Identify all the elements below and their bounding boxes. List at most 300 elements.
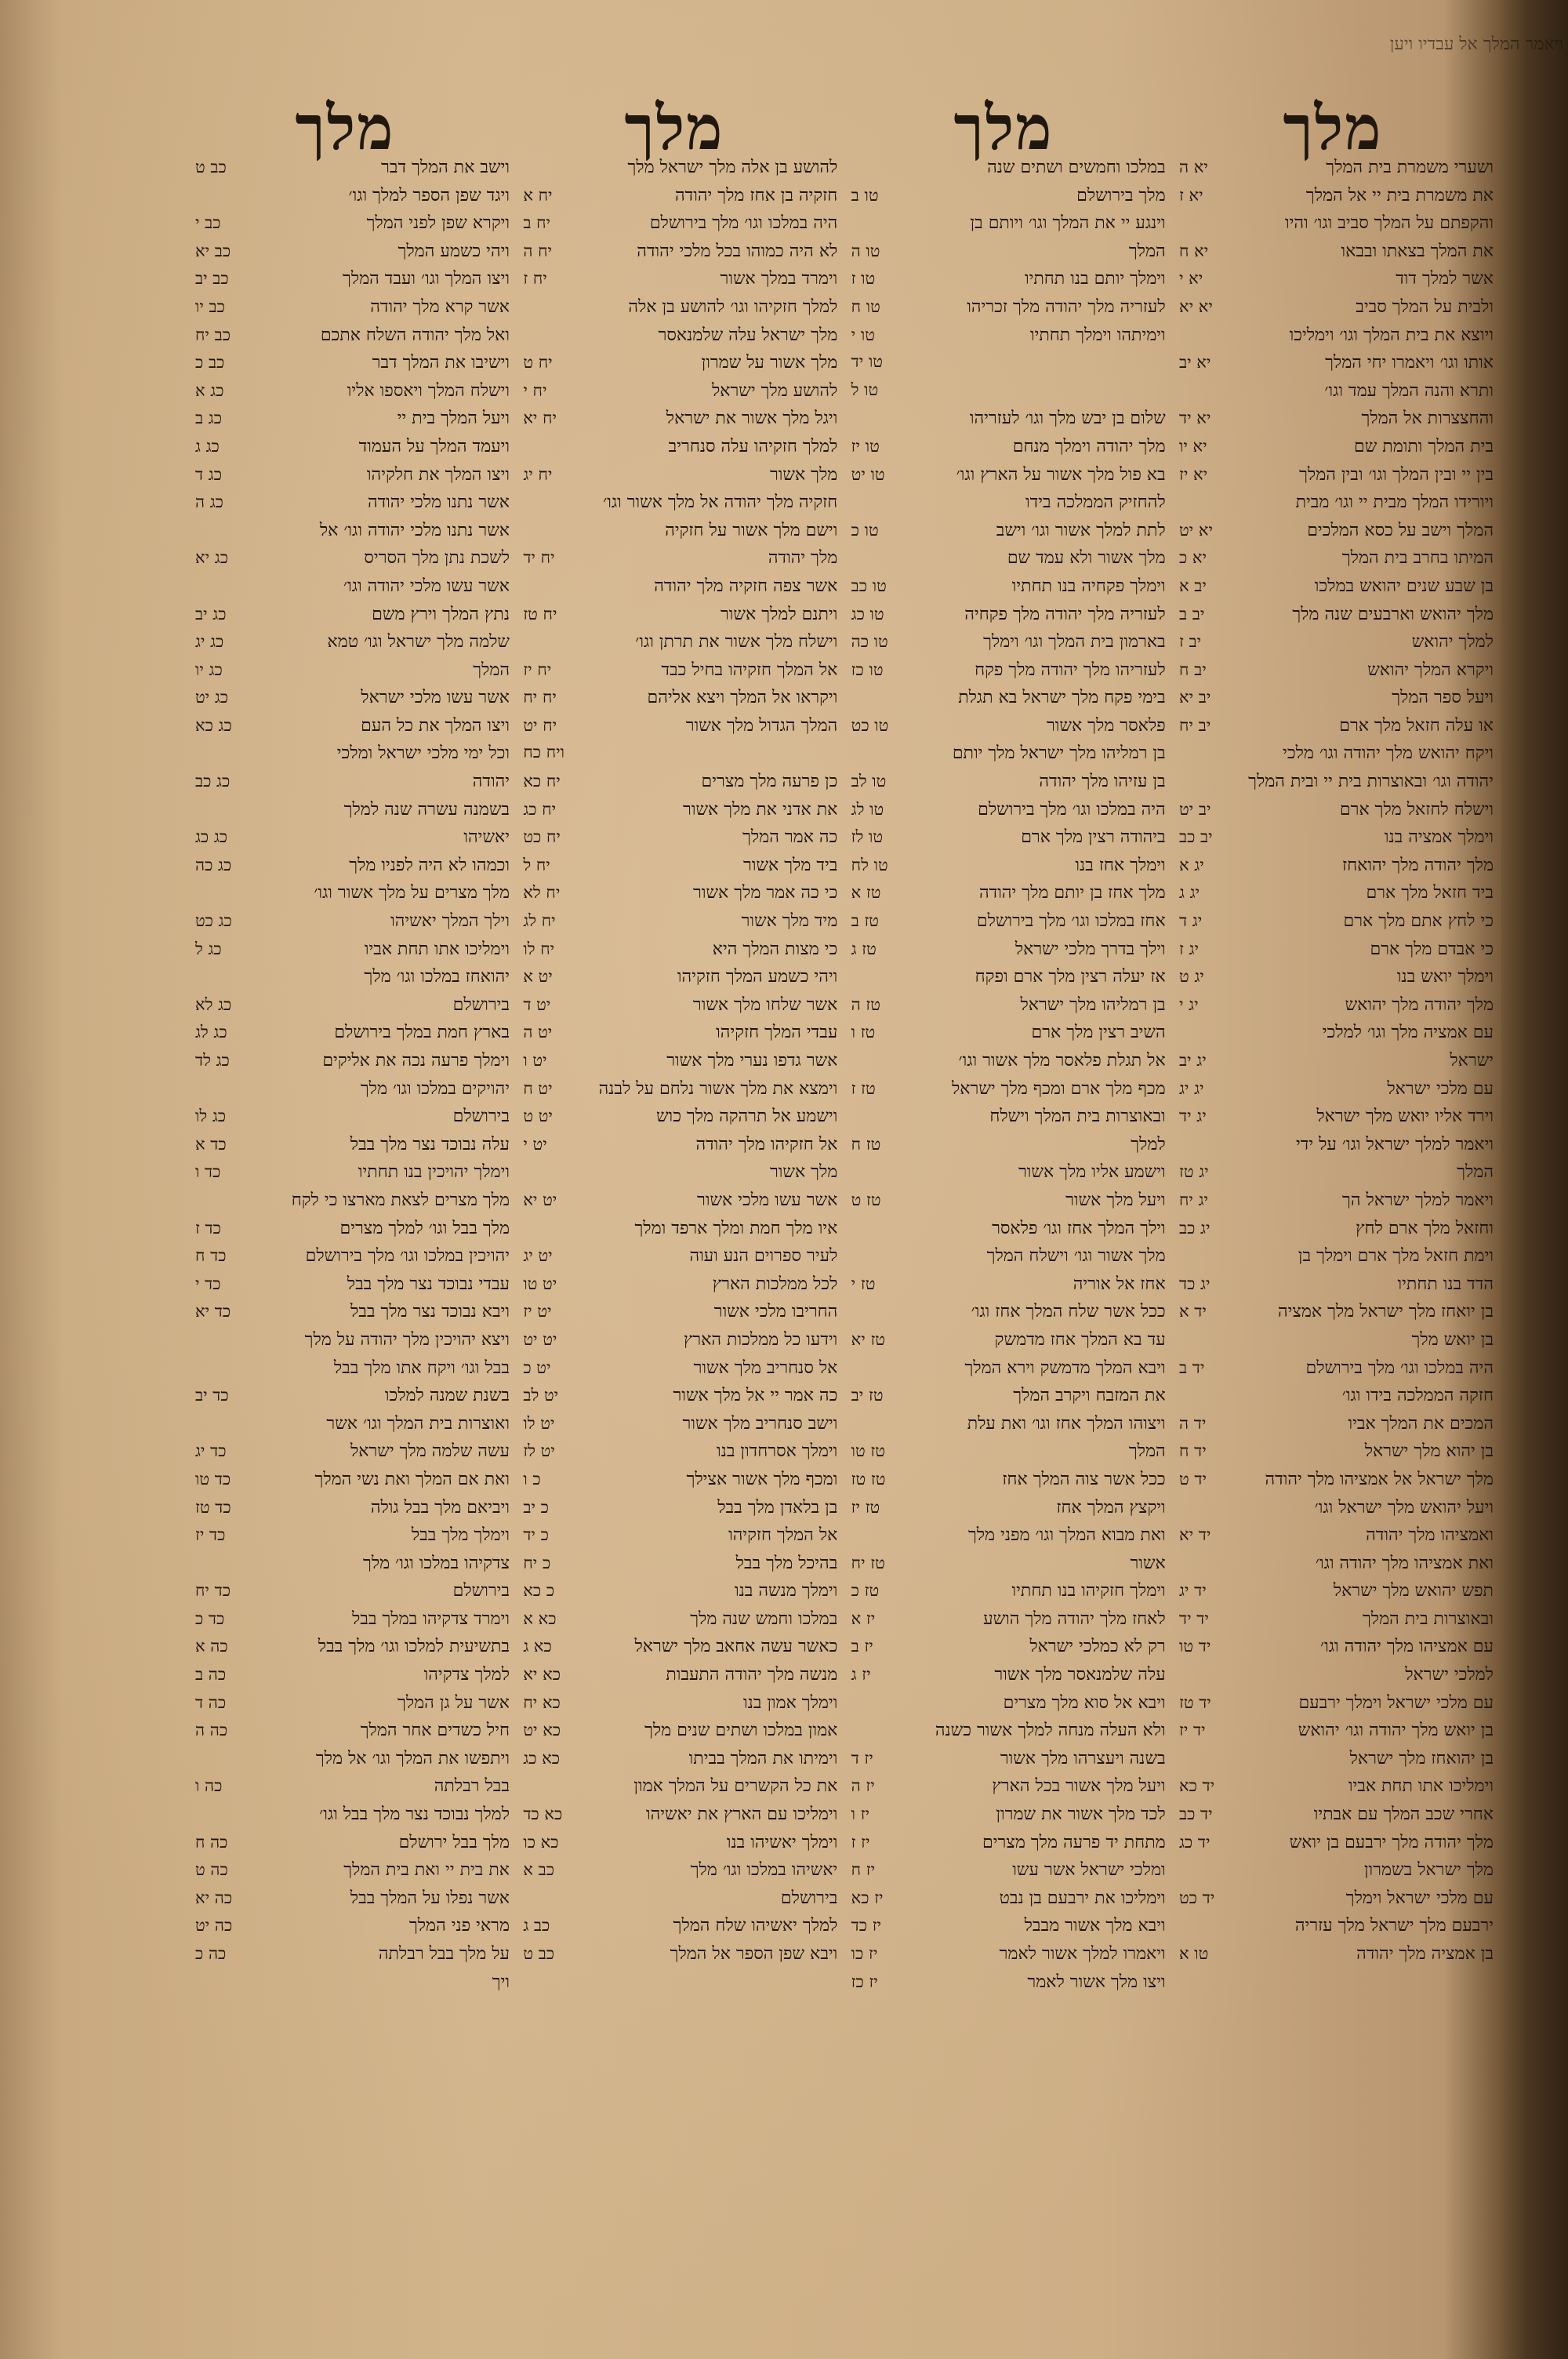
entry-reference: יח יט	[523, 715, 557, 735]
concordance-entry	[520, 1245, 837, 1274]
concordance-entry	[192, 1636, 510, 1664]
entry-reference: יג ג	[1178, 883, 1200, 903]
entry-reference: יח יז	[523, 660, 552, 679]
entry-text: היה במלכו וגו׳ מלך בירושלם	[978, 799, 1166, 820]
entry-text: מלך ישראל בשמרון	[1363, 1860, 1494, 1881]
entry-reference: כא יח	[523, 1692, 561, 1712]
entry-text: ובאוצרות בית המלך וישלח	[989, 1107, 1166, 1127]
entry-reference: טו לח	[851, 855, 888, 874]
entry-text: ויבא שפן הספר אל המלך	[670, 1944, 838, 1964]
entry-text: בירושלם	[780, 1888, 838, 1908]
entry-reference: יט טו	[523, 1274, 557, 1293]
entry-reference: טז יז	[851, 1497, 880, 1517]
concordance-entry	[848, 1274, 1166, 1302]
entry-reference: יח א	[523, 185, 553, 205]
entry-reference: יד ח	[1178, 1441, 1207, 1461]
entry-reference: טו לג	[851, 799, 884, 819]
entry-reference: כב יב	[195, 269, 229, 289]
entry-text: ויעמד המלך על העמוד	[358, 436, 510, 456]
entry-text: תפש יהואש מלך ישראל	[1333, 1581, 1494, 1601]
concordance-entry	[848, 1888, 1166, 1916]
entry-text: לעזריהו מלך יהודה מלך פקח	[975, 660, 1166, 680]
entry-text: בן אמציה מלך יהודה	[1356, 1944, 1494, 1964]
entry-text: אשר עשו מלכי יהודה וגו׳	[343, 576, 510, 596]
entry-text: וימלך מלך בבל	[411, 1525, 510, 1546]
concordance-entry	[520, 436, 837, 464]
entry-text: ביד מלך אשור	[743, 855, 838, 875]
entry-text: אל המלך חזקיהו	[728, 1525, 838, 1546]
entry-reference: כ יח	[523, 1553, 551, 1572]
entry-reference: כ כא	[523, 1581, 555, 1601]
entry-reference: כג כט	[195, 911, 232, 931]
entry-text: וירד אליו יואש מלך ישראל	[1316, 1107, 1494, 1127]
entry-text: וימליכו אתו תחת אביו	[364, 939, 510, 959]
entry-reference: יז ד	[851, 1748, 873, 1768]
concordance-entry	[848, 799, 1166, 827]
entry-text: מלך בירושלם	[1076, 185, 1166, 205]
concordance-entry	[848, 1720, 1166, 1748]
entry-reference: כג ג	[195, 436, 220, 456]
concordance-entry	[520, 464, 837, 493]
entry-text: ויעל יהואש מלך ישראל וגו׳	[1314, 1497, 1494, 1518]
entry-reference: כב ט	[523, 1944, 555, 1963]
entry-text: להושע בן אלה מלך ישראל מלך	[627, 158, 838, 177]
entry-reference: יג ד	[1178, 911, 1203, 931]
entry-reference: יח כא	[523, 772, 561, 791]
entry-text: מלך יהודה	[768, 548, 838, 569]
entry-text: למלך חזקיהו וגו׳ להושע בן אלה	[628, 296, 838, 317]
concordance-entry	[192, 1329, 510, 1358]
concordance-entry	[192, 520, 510, 548]
concordance-entry	[192, 1832, 510, 1860]
concordance-entry	[1176, 1106, 1494, 1134]
entry-text: וישמע אל תרהקה מלך כוש	[655, 1107, 838, 1127]
entry-reference: כב ג	[523, 1916, 550, 1936]
entry-text: אשור	[1130, 1553, 1166, 1573]
entry-reference: יח יא	[523, 409, 557, 428]
entry-reference: יג א	[1178, 855, 1204, 874]
concordance-entry	[192, 771, 510, 799]
entry-reference: כד יא	[195, 1302, 231, 1321]
column-4	[192, 157, 510, 2290]
concordance-entry	[848, 966, 1166, 994]
concordance-entry	[192, 296, 510, 325]
concordance-entry	[848, 213, 1166, 241]
entry-reference: כג לג	[195, 1023, 227, 1042]
entry-reference: יח ל	[523, 855, 550, 874]
entry-text: ולבית על המלך סביב	[1356, 296, 1494, 317]
concordance-entry	[192, 604, 510, 632]
concordance-entry	[192, 1859, 510, 1888]
entry-text: וימליכו עם הארץ את יאשיהו	[645, 1805, 838, 1825]
entry-reference: יג יד	[1178, 1107, 1207, 1126]
concordance-entry	[1176, 576, 1494, 604]
concordance-entry	[520, 1218, 837, 1246]
concordance-entry	[848, 827, 1166, 855]
entry-reference: טז יא	[851, 1329, 885, 1349]
entry-text: המכים את המלך אביו	[1348, 1413, 1494, 1434]
concordance-entry	[192, 715, 510, 743]
entry-reference: יב ז	[1178, 632, 1202, 652]
entry-reference: טז ח	[851, 1134, 881, 1154]
concordance-entry	[192, 1385, 510, 1413]
entry-reference: טו יד	[851, 352, 883, 372]
entry-text: וחזאל מלך ארם לחץ	[1356, 1218, 1494, 1238]
concordance-entry	[192, 1497, 510, 1525]
entry-reference: כג יב	[195, 604, 227, 623]
entry-text: לכד מלך אשור את שמרון	[996, 1805, 1166, 1825]
concordance-entry	[192, 1022, 510, 1050]
entry-reference: כג כב	[195, 772, 230, 791]
concordance-entry	[848, 408, 1166, 436]
concordance-entry	[192, 1161, 510, 1190]
entry-text: אחז אל אוריה	[1073, 1274, 1166, 1294]
entry-text: החריבו מלכי אשור	[713, 1302, 838, 1322]
entry-reference: כב כ	[195, 353, 225, 373]
entry-text: או עלה חזאל מלך ארם	[1339, 715, 1494, 736]
entry-text: בשמנה עשרה שנה למלך	[343, 799, 510, 820]
concordance-entry	[1176, 1832, 1494, 1860]
entry-reference: יד ה	[1178, 1413, 1207, 1433]
concordance-entry	[192, 743, 510, 771]
concordance-entry	[520, 827, 837, 855]
concordance-entry	[1176, 1608, 1494, 1637]
entry-text: לא היה כמוהו בכל מלכי יהודה	[637, 241, 838, 261]
entry-text: את המלך בצאתו ובבאו	[1341, 241, 1494, 261]
concordance-entry	[848, 1245, 1166, 1274]
entry-reference: יט לו	[523, 1413, 555, 1433]
concordance-entry	[192, 1469, 510, 1497]
concordance-entry	[848, 1748, 1166, 1776]
concordance-entry	[1176, 1859, 1494, 1888]
column-2	[848, 157, 1166, 2290]
entry-text: מלך אשור ולא עמד שם	[1007, 548, 1166, 569]
entry-text: מלך יהודה מלך יהואחז	[1342, 855, 1494, 875]
entry-text: מתחת יד פרעה מלך מצרים	[982, 1832, 1166, 1852]
entry-text: המלך	[1128, 241, 1166, 261]
concordance-entry	[1176, 296, 1494, 325]
entry-text: אשר על גן המלך	[397, 1692, 510, 1713]
entry-text: וישב את המלך דבר	[381, 158, 510, 177]
concordance-entry	[848, 1859, 1166, 1888]
concordance-entry	[1176, 547, 1494, 576]
concordance-entry	[1176, 380, 1494, 409]
entry-reference: יג ז	[1178, 939, 1199, 958]
concordance-entry	[520, 213, 837, 241]
concordance-entry	[1176, 1385, 1494, 1413]
concordance-entry	[520, 157, 837, 185]
concordance-entry	[520, 939, 837, 967]
concordance-entry	[520, 715, 837, 743]
concordance-entry	[520, 1664, 837, 1692]
entry-reference: כד כ	[195, 1608, 225, 1628]
concordance-entry	[520, 631, 837, 660]
concordance-entry	[192, 660, 510, 688]
concordance-entry	[1176, 520, 1494, 548]
entry-text: ויבא נבוכד נצר מלך בבל	[350, 1302, 510, 1322]
entry-reference: טז טז	[851, 1469, 886, 1488]
concordance-entry	[520, 994, 837, 1023]
concordance-entry	[1176, 1301, 1494, 1329]
entry-reference: כד ו	[195, 1162, 221, 1182]
entry-text: בן שבע שנים יהואש במלכו	[1314, 576, 1494, 596]
entry-text: אשר גדפו נערי מלך אשור	[666, 1051, 838, 1070]
entry-text: ויוצא את בית המלך וגו׳ וימליכו	[1289, 325, 1494, 345]
concordance-entry	[848, 994, 1166, 1023]
entry-text: רק לא כמלכי ישראל	[1029, 1637, 1166, 1657]
concordance-entry	[520, 1078, 837, 1107]
concordance-entry	[520, 1385, 837, 1413]
entry-text: ויהי כשמע המלך חזקיהו	[677, 967, 838, 987]
concordance-entry	[520, 1022, 837, 1050]
entry-text: אל תגלת פלאסר מלך אשור וגו׳	[958, 1051, 1166, 1070]
entry-text: וכל ימי מלכי ישראל ומלכי	[336, 743, 510, 764]
concordance-entry	[1176, 1804, 1494, 1832]
concordance-entry	[192, 1218, 510, 1246]
concordance-entry	[848, 1636, 1166, 1664]
concordance-entry	[1176, 966, 1494, 994]
entry-text: חזקה הממלכה בידו וגו׳	[1341, 1386, 1494, 1406]
concordance-entry	[1176, 1358, 1494, 1386]
entry-reference: כב ט	[195, 158, 227, 176]
concordance-entry	[192, 799, 510, 827]
concordance-entry	[1176, 492, 1494, 520]
entry-reference: כה ו	[195, 1776, 223, 1796]
entry-text: בבל רבלתה	[434, 1776, 510, 1797]
entry-reference: כב י	[195, 213, 221, 233]
concordance-entry	[848, 1161, 1166, 1190]
entry-reference: יח י	[523, 380, 547, 400]
concordance-entry	[1176, 185, 1494, 213]
concordance-entry	[520, 1274, 837, 1302]
entry-reference: יא ה	[1178, 158, 1208, 176]
entry-text: מלך אחז בן יותם מלך יהודה	[979, 883, 1166, 903]
entry-reference: יח כג	[523, 799, 557, 819]
entry-text: ויעל המלך בית יי	[397, 409, 510, 429]
entry-reference: כד ח	[195, 1246, 227, 1266]
entry-text: וימרד במלך אשור	[720, 269, 838, 289]
entry-reference: יג יג	[1178, 1078, 1204, 1098]
concordance-entry	[192, 1664, 510, 1692]
concordance-entry	[1176, 352, 1494, 380]
entry-text: וישמע אליו מלך אשור	[1018, 1162, 1166, 1183]
entry-reference: יח לג	[523, 911, 556, 931]
concordance-entry	[1176, 855, 1494, 883]
entry-text: הדד בנו תחתיו	[1397, 1274, 1494, 1294]
entry-text: למלך חזקיהו עלה סנחריב	[668, 436, 838, 456]
entry-text: למלך צדקיהו	[423, 1665, 510, 1685]
concordance-entry	[192, 157, 510, 185]
entry-text: בא פול מלך אשור על הארץ וגו׳	[956, 464, 1166, 485]
entry-reference: כא ג	[523, 1637, 552, 1656]
concordance-entry	[1176, 1329, 1494, 1358]
entry-text: כי מצות המלך היא	[712, 939, 838, 959]
concordance-entry	[848, 325, 1166, 353]
entry-text: להחזיק הממלכה בידו	[1025, 493, 1166, 513]
entry-reference: כה ב	[195, 1665, 227, 1685]
concordance-entry	[192, 1413, 510, 1441]
entry-text: ויקרא שפן לפני המלך	[366, 213, 510, 234]
entry-reference: טז כ	[851, 1581, 880, 1601]
entry-reference: כב יא	[195, 241, 231, 260]
entry-reference: טז י	[851, 1274, 876, 1293]
concordance-entry	[1176, 799, 1494, 827]
concordance-entry	[1176, 1497, 1494, 1525]
entry-text: וכמהו לא היה לפניו מלך	[349, 855, 510, 875]
entry-reference: יח טז	[523, 604, 557, 623]
entry-text: עלה שלמנאסר מלך אשור	[994, 1665, 1166, 1685]
concordance-entry	[192, 1553, 510, 1581]
entry-reference: כה א	[195, 1637, 228, 1656]
entry-reference: כד י	[195, 1274, 221, 1293]
entry-text: ומכף מלך אשור אצילך	[686, 1469, 838, 1489]
entry-text: המלך הגדול מלך אשור	[685, 715, 838, 736]
concordance-entry	[848, 1106, 1166, 1134]
entry-reference: יט כ	[523, 1358, 551, 1377]
entry-reference: טו י	[851, 325, 875, 344]
concordance-entry	[1176, 939, 1494, 967]
concordance-entry	[192, 939, 510, 967]
concordance-entry	[520, 855, 837, 883]
entry-text: מלך אשור	[769, 464, 838, 485]
entry-reference: כ יב	[523, 1497, 549, 1517]
concordance-entry	[192, 687, 510, 715]
concordance-entry	[520, 1161, 837, 1190]
concordance-entry	[848, 547, 1166, 576]
concordance-entry	[848, 1190, 1166, 1218]
entry-text: כי לחץ אתם מלך ארם	[1343, 911, 1494, 932]
entry-reference: כד טז	[195, 1497, 231, 1517]
entry-reference: יב יא	[1178, 688, 1211, 707]
concordance-entry	[1176, 1161, 1494, 1190]
entry-reference: יג כב	[1178, 1218, 1210, 1238]
entry-text: ואמציהו מלך יהודה	[1366, 1525, 1494, 1546]
entry-reference: יא יא	[1178, 296, 1213, 316]
concordance-entry	[1176, 911, 1494, 939]
entry-reference: כד יב	[195, 1386, 229, 1405]
entry-text: בשנה ויעצרהו מלך אשור	[1000, 1748, 1166, 1768]
entry-text: ושערי משמרת בית המלך	[1326, 158, 1494, 177]
entry-reference: כג יא	[195, 548, 228, 568]
entry-reference: כה כ	[195, 1944, 227, 1963]
concordance-entry	[848, 1580, 1166, 1608]
concordance-entry	[192, 1580, 510, 1608]
entry-text: למלך נבוכד נצר מלך בבל וגו׳	[319, 1805, 510, 1825]
entry-reference: כה ה	[195, 1721, 228, 1740]
concordance-entry	[192, 464, 510, 493]
entry-text: ואת אמציהו מלך יהודה וגו׳	[1315, 1553, 1494, 1573]
entry-reference: יט ט	[523, 1107, 553, 1126]
concordance-entry	[1176, 1664, 1494, 1692]
concordance-entry	[192, 1776, 510, 1804]
entry-text: אשר קרא מלך יהודה	[370, 296, 510, 317]
concordance-entry	[192, 966, 510, 994]
entry-reference: יא יב	[1178, 353, 1211, 373]
entry-text: מלך יהודה וימלך מנחם	[1012, 436, 1166, 456]
concordance-entry	[1176, 157, 1494, 185]
entry-text: וימלך יאשיהו בנו	[726, 1832, 838, 1852]
concordance-entry	[1176, 1580, 1494, 1608]
entry-reference: יד כג	[1178, 1832, 1210, 1852]
concordance-entry	[192, 408, 510, 436]
concordance-entry	[848, 1078, 1166, 1107]
entry-reference: כא כג	[523, 1748, 561, 1768]
entry-text: ככל אשר צוה המלך אחז	[1002, 1469, 1166, 1489]
entry-reference: יא יט	[1178, 520, 1213, 540]
concordance-entry	[520, 1050, 837, 1078]
entry-text: השיב רצין מלך ארם	[1031, 1023, 1166, 1043]
entry-reference: כג לו	[195, 1107, 227, 1126]
concordance-entry	[192, 268, 510, 296]
entry-reference: יג יח	[1178, 1190, 1209, 1209]
entry-text: וישלח המלך ויאספו אליו	[347, 380, 510, 401]
concordance-entry	[520, 1720, 837, 1748]
edge-text: ויאמר המלך אל עבדיו ויען	[1389, 35, 1563, 54]
concordance-entry	[520, 408, 837, 436]
concordance-entry	[520, 520, 837, 548]
concordance-entry	[520, 576, 837, 604]
entry-reference: יט יג	[523, 1246, 553, 1266]
entry-text: ויאמרו למלך אשור לאמר	[999, 1944, 1166, 1964]
entry-text: ויעל ספר המלך	[1392, 688, 1494, 708]
entry-text: וילך המלך יאשיהו	[390, 911, 510, 932]
entry-text: בין יי ובין המלך וגו׳ ובין המלך	[1299, 464, 1494, 485]
entry-reference: יא יד	[1178, 409, 1211, 428]
concordance-entry	[1176, 436, 1494, 464]
entry-text: וימלך פקחיה בנו תחתיו	[1011, 576, 1166, 596]
entry-text: ויקרא המלך יהואש	[1367, 660, 1494, 680]
entry-text: את בית יי ואת בית המלך	[343, 1860, 510, 1881]
entry-text: ואת אם המלך ואת נשי המלך	[314, 1469, 510, 1489]
concordance-entry	[1176, 1776, 1494, 1804]
concordance-entry	[520, 604, 837, 632]
concordance-entry	[520, 1832, 837, 1860]
entry-text: היה במלכו וגו׳ מלך בירושלם	[649, 213, 838, 234]
entry-text: מלך אשור וגו׳ וישלח המלך	[986, 1246, 1166, 1267]
concordance-entry	[1176, 1218, 1494, 1246]
concordance-entry	[192, 994, 510, 1023]
entry-text: ביהודה רצין מלך ארם	[1021, 827, 1166, 848]
concordance-entry	[848, 1441, 1166, 1469]
concordance-entry	[192, 213, 510, 241]
concordance-entry	[192, 1078, 510, 1107]
entry-text: אשר נתנו מלכי יהודה וגו׳ אל	[319, 520, 510, 540]
entry-text: פלאסר מלך אשור	[1046, 715, 1166, 736]
concordance-entry	[520, 911, 837, 939]
entry-text: אשר נפלו על המלך בבל	[350, 1888, 510, 1908]
entry-text: את המזבח ויקרב המלך	[1013, 1386, 1166, 1406]
entry-text: ויעל מלך אשור	[1065, 1190, 1166, 1210]
entry-text: ויורידו המלך מבית יי וגו׳ מבית	[1295, 493, 1494, 513]
concordance-entry	[192, 855, 510, 883]
concordance-entry	[848, 436, 1166, 464]
concordance-entry	[520, 1748, 837, 1776]
concordance-entry	[848, 157, 1166, 185]
concordance-entry	[192, 1915, 510, 1943]
concordance-entry	[520, 687, 837, 715]
entry-reference: טו כב	[851, 576, 887, 595]
entry-reference: כג ב	[195, 409, 222, 428]
entry-text: וישלח לחזאל מלך ארם	[1339, 799, 1494, 820]
entry-reference: יז א	[851, 1608, 876, 1628]
entry-text: מלך בבל וגו׳ למלך מצרים	[339, 1218, 510, 1238]
entry-reference: כג כא	[195, 715, 232, 735]
concordance-entry	[192, 1441, 510, 1469]
concordance-entry	[192, 1943, 510, 1972]
entry-text: ירבעם מלך ישראל מלך עזריה	[1294, 1916, 1494, 1936]
concordance-entry	[1176, 687, 1494, 715]
entry-text: אשר נתנו מלכי יהודה	[367, 493, 510, 513]
